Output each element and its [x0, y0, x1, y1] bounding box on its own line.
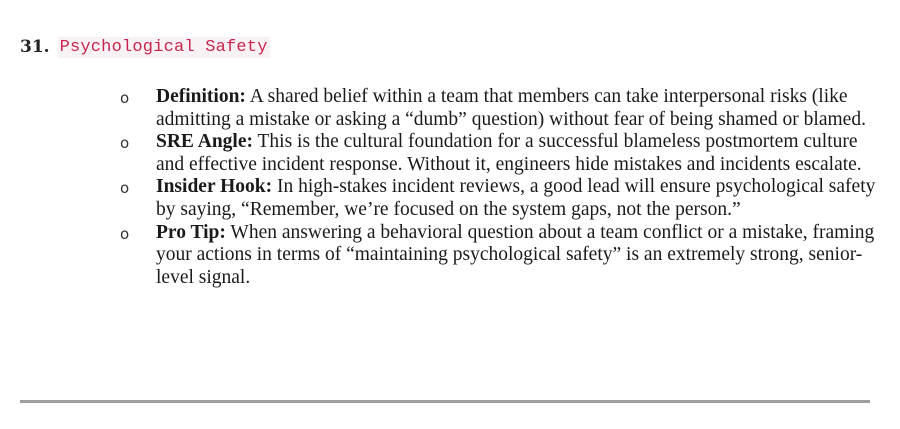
- hollow-circle-bullet-icon: o: [120, 134, 130, 153]
- list-item-insider-hook: [120, 176, 880, 221]
- list-item-label: Pro Tip:: [156, 221, 226, 243]
- list-item-text: This is the cultural foundation for a successful blameless postmortem culture and effective incident response. Without it, engineers hide mistakes and incidents escalate.: [156, 131, 862, 175]
- list-item-label: Insider Hook:: [156, 176, 273, 198]
- list-item-sre-angle: [120, 131, 880, 176]
- list-item-label: Definition:: [156, 86, 246, 107]
- list-item-pro-tip: [120, 222, 880, 290]
- section-heading: [20, 35, 270, 59]
- hollow-circle-bullet-icon: o: [120, 89, 130, 107]
- list-item-text: When answering a behavioral question about a team conflict or a mistake, framing your actions in terms of “maintaining psychological safety” is an extremely strong, senior-level signal.: [156, 221, 875, 288]
- bullet-list: [120, 86, 880, 289]
- list-item-definition: [120, 86, 880, 131]
- section-title: Psychological Safety: [59, 37, 268, 57]
- hollow-circle-bullet-icon: o: [120, 224, 130, 243]
- horizontal-rule: [20, 400, 870, 403]
- section-number: 31.: [20, 37, 50, 57]
- list-item-text: A shared belief within a team that members can take interpersonal risks (like admitting a mistake or asking a “dumb” question) without fear of being shamed or blamed.: [156, 86, 866, 130]
- hollow-circle-bullet-icon: o: [120, 179, 130, 198]
- list-item-label: SRE Angle:: [156, 131, 253, 153]
- list-item-text: In high-stakes incident reviews, a good lead will ensure psychological safety by saying, “Remember, we’re focused on the system gaps, not the person.”: [156, 176, 876, 220]
